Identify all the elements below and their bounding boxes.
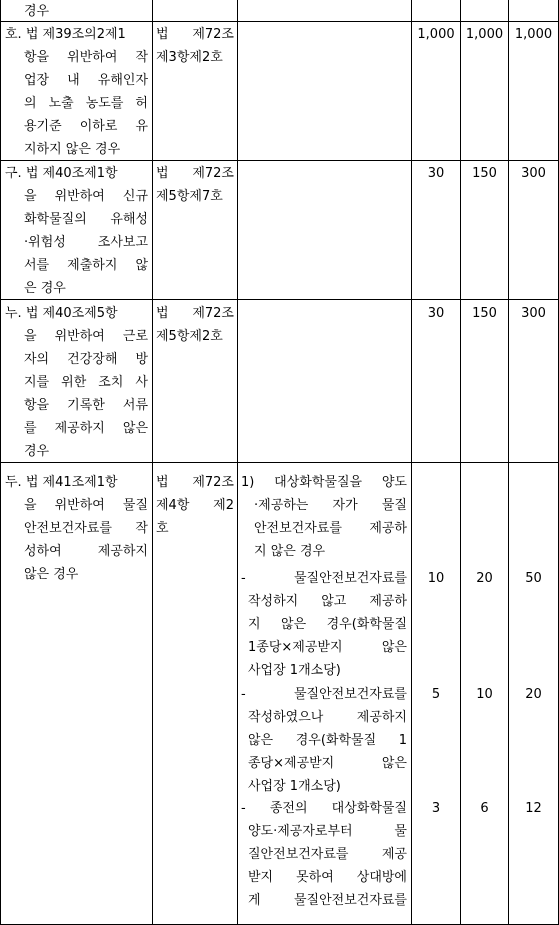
violation-title: 호. 법 제39조의2제1 [5, 27, 126, 42]
fine-first: 3 [431, 801, 441, 816]
fine-second: 150 [472, 306, 497, 321]
law-reference: 법 제72조 [156, 166, 234, 181]
violation-text: 자의 건강장해 방 [24, 352, 148, 367]
detail-text: 종당×제공받지 않은 [248, 756, 407, 771]
violation-text: 용기준 이하로 유 [24, 119, 148, 134]
detail-text: 받지 못하여 상대방에 [248, 870, 407, 885]
detail-text: 질안전보건자료를 제공 [248, 847, 407, 862]
violation-text: 을 위반하여 근로 [24, 329, 148, 344]
violation-text: 경우 [24, 444, 50, 459]
fine-second: 20 [476, 571, 493, 586]
violation-text: 지하지 않은 경우 [24, 142, 121, 157]
fine-first: 10 [427, 571, 445, 586]
fine-third: 50 [525, 571, 542, 586]
violation-title: 두. 법 제41조제1항 [5, 475, 118, 490]
law-reference: 제5항제2호 [156, 329, 223, 344]
violation-text: 안전보건자료를 작 [24, 521, 148, 536]
fine-third: 20 [525, 687, 542, 702]
fine-second: 150 [472, 166, 497, 181]
violation-text: ·위험성 조사보고 [24, 235, 148, 250]
fine-third: 300 [521, 306, 546, 321]
violation-text: 성하여 제공하지 [24, 544, 148, 559]
violation-text: 항을 위반하여 작 [24, 50, 148, 65]
detail-text: 안전보건자료를 제공하 [254, 521, 407, 536]
violation-title: 누. 법 제40조제5항 [5, 306, 118, 321]
fine-second: 1,000 [465, 27, 504, 42]
violation-text: 업장 내 유해인자 [24, 73, 148, 88]
violation-text: 화학물질의 유해성 [24, 212, 148, 227]
detail-subitem: - 물질안전보건자료를 [241, 571, 407, 586]
detail-text: 1종당×제공받지 않은 [248, 640, 407, 655]
law-reference: 호 [156, 521, 169, 536]
fine-third: 300 [521, 166, 546, 181]
detail-text: 양도·제공자로부터 물 [248, 824, 407, 839]
fine-second: 6 [480, 801, 489, 816]
violation-text: 경우 [24, 4, 50, 19]
law-reference: 법 제72조 [156, 475, 234, 490]
violation-text: 은 경우 [24, 281, 66, 296]
detail-text: 게 물질안전보건자료를 [248, 893, 407, 908]
law-reference: 제3항제2호 [156, 50, 223, 65]
law-reference: 법 제72조 [156, 306, 234, 321]
violation-text: 을 위반하여 신규 [24, 189, 148, 204]
detail-subitem: - 종전의 대상화학물질 [241, 801, 407, 816]
detail-text: 지 않은 경우 [254, 544, 326, 559]
fine-second: 10 [476, 687, 493, 702]
row-separator [0, 21, 559, 22]
violation-text: 않은 경우 [24, 567, 79, 582]
detail-text: 작성하지 않고 제공하 [248, 594, 407, 609]
fine-first: 30 [427, 306, 445, 321]
violation-text: 를 제공하지 않은 [24, 421, 148, 436]
fine-first: 1,000 [417, 27, 455, 42]
violation-text: 의 노출 농도를 허 [24, 96, 148, 111]
detail-text: 사업장 1개소당) [248, 663, 341, 678]
row-separator [0, 462, 559, 463]
violation-text: 지를 위한 조치 사 [24, 375, 148, 390]
violation-text: 항을 기록한 서류 [24, 398, 148, 413]
detail-subitem: - 물질안전보건자료를 [241, 687, 407, 702]
fine-third: 1,000 [514, 27, 553, 42]
row-separator [0, 299, 559, 300]
fine-third: 12 [525, 801, 542, 816]
detail-text: ·제공하는 자가 물질 [254, 498, 407, 513]
law-reference: 법 제72조 [156, 27, 234, 42]
detail-text: 않은 경우(화학물질 1 [248, 733, 407, 748]
law-reference: 제5항제7호 [156, 189, 223, 204]
detail-item-title: 1) 대상화학물질을 양도 [241, 475, 407, 490]
violation-text: 을 위반하여 물질 [24, 498, 148, 513]
fine-first: 5 [431, 687, 441, 702]
detail-text: 사업장 1개소당) [248, 779, 341, 794]
violation-text: 서를 제출하지 않 [24, 258, 148, 273]
violation-title: 구. 법 제40조제1항 [5, 166, 118, 181]
detail-text: 지 않은 경우(화학물질 [248, 617, 407, 632]
fine-first: 30 [427, 166, 445, 181]
detail-text: 작성하였으나 제공하지 [248, 710, 407, 725]
law-reference: 제4항 제2 [156, 498, 234, 513]
